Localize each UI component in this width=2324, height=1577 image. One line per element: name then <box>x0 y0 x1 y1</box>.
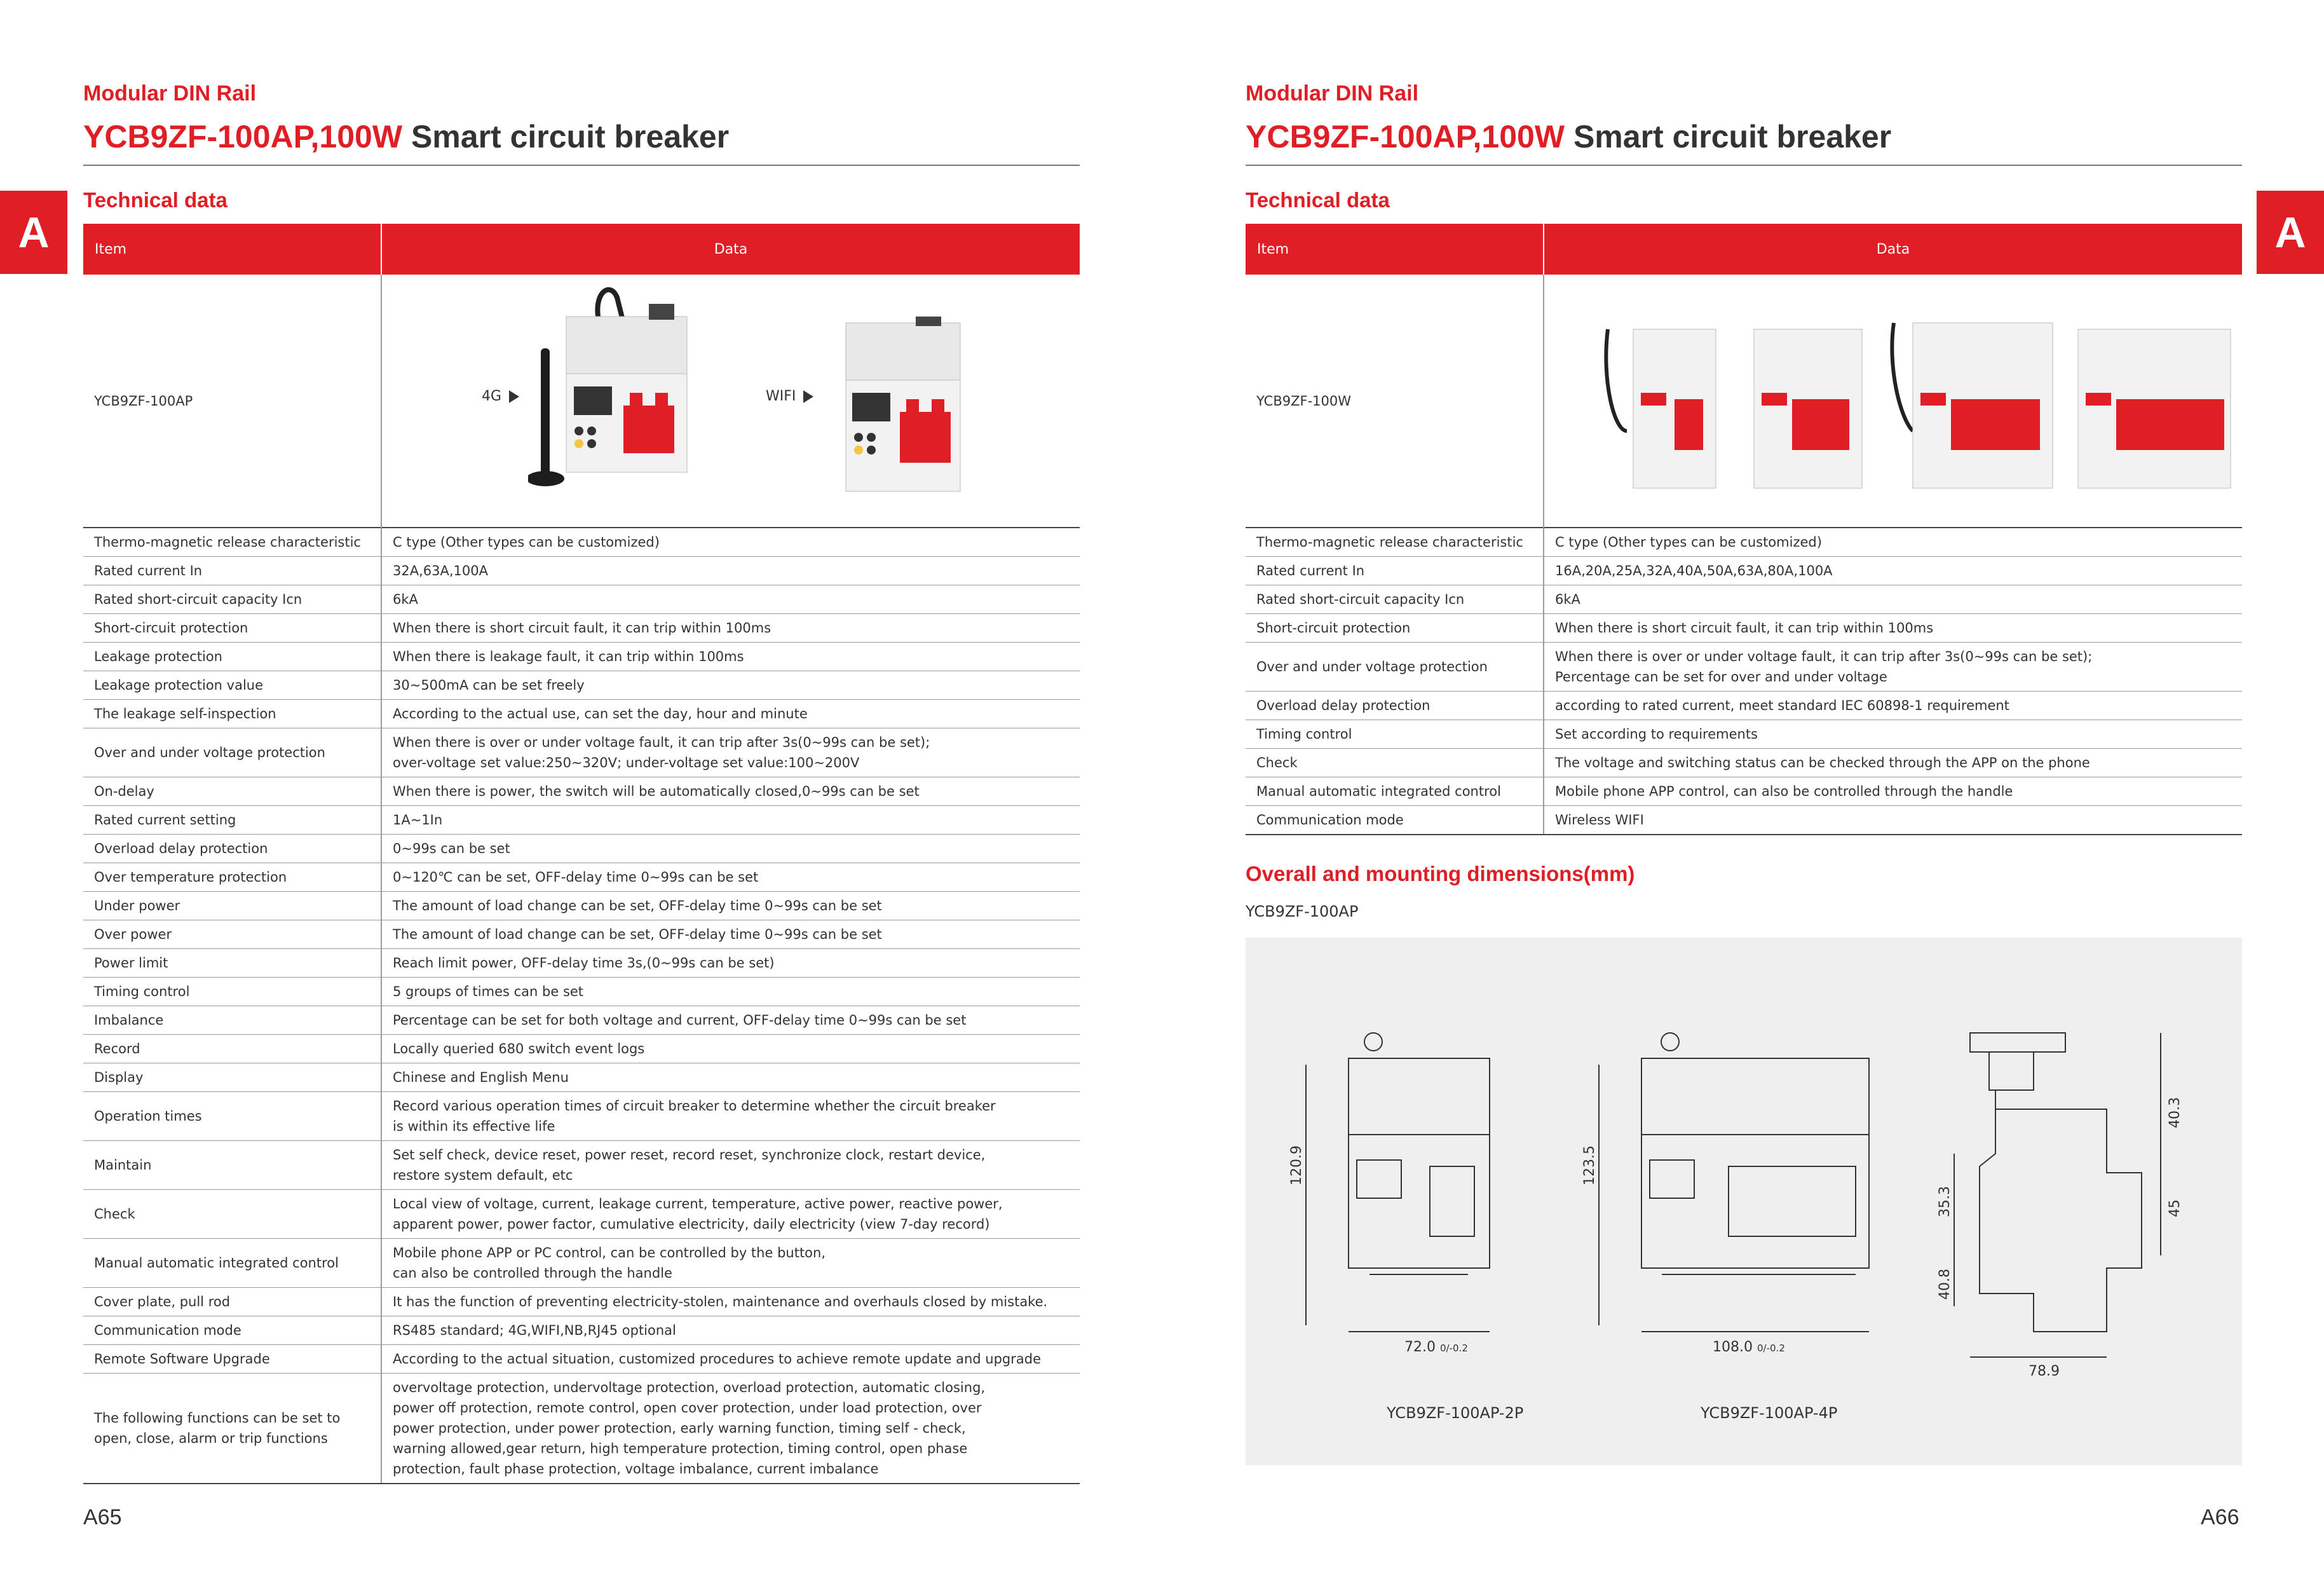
breaker-wifi-illustration <box>827 317 973 507</box>
table-row <box>1246 528 2242 557</box>
row-item: On-delay <box>83 777 381 806</box>
row-data <box>1544 806 2242 835</box>
row-data <box>1544 777 2242 806</box>
row-data-line: Set self check, device reset, power reset, record reset, synchronize clock, restart device, <box>393 1147 986 1163</box>
drawing-2p <box>1306 1033 1490 1332</box>
row-data-line: It has the function of preventing electricity-stolen, maintenance and overhauls closed by mistake. <box>393 1294 1048 1309</box>
row-data-line: 6kA <box>1555 592 1580 607</box>
row-item: Short-circuit protection <box>1246 614 1544 643</box>
row-item: Cover plate, pull rod <box>83 1288 381 1316</box>
row-item: Over temperature protection <box>83 863 381 892</box>
caption-4p: YCB9ZF-100AP-4P <box>1701 1404 1838 1422</box>
table-row <box>1246 614 2242 643</box>
row-data-line: C type (Other types can be customized) <box>1555 535 1822 550</box>
row-data <box>381 643 1080 671</box>
table-row <box>1246 557 2242 585</box>
row-data-line: Local view of voltage, current, leakage current, temperature, active power, reactive power, <box>393 1196 1003 1212</box>
table-row <box>83 585 1080 614</box>
row-item: Rated short-circuit capacity Icn <box>1246 585 1544 614</box>
table-row <box>83 1345 1080 1374</box>
row-item: The following functions can be set to open, close, alarm or trip functions <box>83 1374 381 1484</box>
chapter-tab: A <box>0 191 67 274</box>
row-item: Manual automatic integrated control <box>1246 777 1544 806</box>
row-data-line: power protection, under power protection, early warning function, timing self - check, <box>393 1421 966 1436</box>
row-data-line: When there is leakage fault, it can trip within 100ms <box>393 649 744 664</box>
table-row <box>83 614 1080 643</box>
row-data <box>381 949 1080 978</box>
row-data-line: When there is power, the switch will be automatically closed,0~99s can be set <box>393 784 920 799</box>
row-data-line: Set according to requirements <box>1555 727 1758 742</box>
row-item: Overload delay protection <box>83 835 381 863</box>
header-item: Item <box>83 224 381 275</box>
row-data <box>381 1092 1080 1141</box>
row-data <box>381 806 1080 835</box>
row-item: Over and under voltage protection <box>1246 643 1544 692</box>
row-data <box>381 1190 1080 1239</box>
row-item: Manual automatic integrated control <box>83 1239 381 1288</box>
breaker-4g-illustration <box>528 278 706 495</box>
image-row <box>83 275 1080 528</box>
drawing-side <box>1954 1033 2161 1357</box>
row-data-line: Mobile phone APP or PC control, can be controlled by the button, <box>393 1245 826 1260</box>
row-data <box>1544 614 2242 643</box>
table-row <box>1246 749 2242 777</box>
series-label: Modular DIN Rail <box>1246 81 1419 106</box>
row-data-line: 30~500mA can be set freely <box>393 678 585 693</box>
row-data-line: Chinese and English Menu <box>393 1070 569 1085</box>
row-data-line: Locally queried 680 switch event logs <box>393 1041 645 1056</box>
dim-2p-width: 72.0 0/-0.2 <box>1404 1339 1468 1355</box>
row-data-line: When there is over or under voltage fault, it can trip after 3s(0~99s can be set); <box>393 735 930 750</box>
row-data-line: The voltage and switching status can be checked through the APP on the phone <box>1555 755 2090 770</box>
table-row <box>1246 720 2242 749</box>
row-data-line: according to rated current, meet standard IEC 60898-1 requirement <box>1555 698 2009 713</box>
row-data <box>381 585 1080 614</box>
row-data-line: Mobile phone APP control, can also be controlled through the handle <box>1555 784 2013 799</box>
row-data-line: power off protection, remote control, open cover protection, under load protection, over <box>393 1400 982 1416</box>
row-data <box>381 1141 1080 1190</box>
row-data <box>381 700 1080 728</box>
row-data <box>381 835 1080 863</box>
row-data-line: 6kA <box>393 592 418 607</box>
breaker-2p <box>1754 329 1862 488</box>
title-divider <box>83 165 1080 166</box>
table-row <box>83 806 1080 835</box>
page-title <box>83 118 729 155</box>
table-row <box>83 700 1080 728</box>
row-data-line: overvoltage protection, undervoltage protection, overload protection, automatic closing, <box>393 1380 986 1395</box>
row-data <box>381 614 1080 643</box>
row-item: Communication mode <box>83 1316 381 1345</box>
caption-2p: YCB9ZF-100AP-2P <box>1387 1404 1524 1422</box>
table-row <box>83 1006 1080 1035</box>
row-data <box>1544 528 2242 557</box>
row-data-line: According to the actual use, can set the day, hour and minute <box>393 706 808 721</box>
row-item: Over and under voltage protection <box>83 728 381 777</box>
row-item: Thermo-magnetic release characteristic <box>83 528 381 557</box>
row-item: Power limit <box>83 949 381 978</box>
row-data-line: protection, fault phase protection, voltage imbalance, current imbalance <box>393 1461 879 1477</box>
row-data <box>381 920 1080 949</box>
row-item: Rated current In <box>83 557 381 585</box>
row-data-line: The amount of load change can be set, OFF-delay time 0~99s can be set <box>393 927 882 942</box>
row-data-line: When there is over or under voltage fault, it can trip after 3s(0~99s can be set); <box>1555 649 2093 664</box>
row-item: Check <box>1246 749 1544 777</box>
row-item: Under power <box>83 892 381 920</box>
row-data-line: According to the actual situation, customized procedures to achieve remote update and upgrade <box>393 1351 1042 1367</box>
dim-4p-width: 108.0 0/-0.2 <box>1713 1339 1785 1355</box>
technical-data-table <box>1246 224 2242 835</box>
row-item: Remote Software Upgrade <box>83 1345 381 1374</box>
product-images <box>381 275 1080 528</box>
row-data-line: C type (Other types can be customized) <box>393 535 660 550</box>
title-model: YCB9ZF-100AP,100W <box>83 119 403 154</box>
header-item: Item <box>1246 224 1544 275</box>
table-row <box>83 1374 1080 1484</box>
dimensions-heading: Overall and mounting dimensions(mm) <box>1246 862 1635 885</box>
dim-side-width: 78.9 <box>2028 1363 2060 1379</box>
chapter-tab: A <box>2257 191 2324 274</box>
title-rest: Smart circuit breaker <box>1565 119 1892 154</box>
row-item: Check <box>83 1190 381 1239</box>
table-row <box>83 777 1080 806</box>
row-item: The leakage self-inspection <box>83 700 381 728</box>
dimension-drawings <box>1246 938 2242 1465</box>
row-data <box>381 528 1080 557</box>
row-data <box>1544 643 2242 692</box>
row-data <box>1544 557 2242 585</box>
table-row <box>83 1035 1080 1063</box>
row-data-line: 32A,63A,100A <box>393 563 488 578</box>
row-data <box>381 1006 1080 1035</box>
row-data-line: warning allowed,gear return, high temperature protection, timing control, open phase <box>393 1441 968 1456</box>
row-data <box>381 1288 1080 1316</box>
table-row <box>83 920 1080 949</box>
row-data-line: 1A~1In <box>393 812 443 828</box>
row-item: Overload delay protection <box>1246 692 1544 720</box>
header-data: Data <box>381 224 1080 275</box>
row-data <box>381 557 1080 585</box>
table-row <box>83 528 1080 557</box>
label-wifi: WIFI <box>766 386 813 407</box>
row-item: Thermo-magnetic release characteristic <box>1246 528 1544 557</box>
dim-side-right: 45 <box>2167 1199 2183 1217</box>
row-data <box>381 1345 1080 1374</box>
page-number: A66 <box>2201 1505 2239 1529</box>
section-heading: Technical data <box>83 188 228 212</box>
dim-side-bottom: 40.8 <box>1937 1269 1953 1300</box>
breaker-3p <box>1892 323 2053 488</box>
row-data <box>381 671 1080 700</box>
row-data <box>381 1374 1080 1484</box>
image-row <box>1246 275 2242 528</box>
row-data-line: 16A,20A,25A,32A,40A,50A,63A,80A,100A <box>1555 563 1833 578</box>
table-row <box>83 1092 1080 1141</box>
row-data <box>1544 585 2242 614</box>
row-data-line: Wireless WIFI <box>1555 812 1644 828</box>
table-row <box>83 835 1080 863</box>
table-row <box>83 1239 1080 1288</box>
dimension-drawing-panel <box>1246 938 2242 1465</box>
table-header <box>83 224 1080 275</box>
row-item: Imbalance <box>83 1006 381 1035</box>
table-row <box>83 643 1080 671</box>
table-row <box>83 863 1080 892</box>
row-item: Operation times <box>83 1092 381 1141</box>
row-item: Communication mode <box>1246 806 1544 835</box>
dim-4p-height: 123.5 <box>1582 1145 1598 1185</box>
row-data-line: RS485 standard; 4G,WIFI,NB,RJ45 optional <box>393 1323 676 1338</box>
dim-side-mid: 35.3 <box>1937 1186 1953 1217</box>
row-data-line: Record various operation times of circuit breaker to determine whether the circuit breaker <box>393 1098 996 1114</box>
row-item: Short-circuit protection <box>83 614 381 643</box>
table-row <box>83 1288 1080 1316</box>
table-row <box>1246 643 2242 692</box>
row-data-line: Percentage can be set for over and under voltage <box>1555 669 1887 685</box>
row-data-line: Reach limit power, OFF-delay time 3s,(0~99s can be set) <box>393 955 775 971</box>
breaker-family-illustration <box>1601 304 2237 507</box>
section-heading: Technical data <box>1246 188 1390 212</box>
arrow-right-icon <box>803 390 813 403</box>
table-row <box>1246 806 2242 835</box>
row-data-line: When there is short circuit fault, it can trip within 100ms <box>393 620 771 636</box>
table-row <box>83 892 1080 920</box>
row-data-line: The amount of load change can be set, OFF-delay time 0~99s can be set <box>393 898 882 913</box>
table-row <box>1246 777 2242 806</box>
row-data-line: restore system default, etc <box>393 1168 573 1183</box>
row-item: Rated current In <box>1246 557 1544 585</box>
row-item: Leakage protection value <box>83 671 381 700</box>
title-rest: Smart circuit breaker <box>402 119 730 154</box>
row-data-line: is within its effective life <box>393 1119 555 1134</box>
image-row-label: YCB9ZF-100AP <box>83 275 381 528</box>
dimensions-model: YCB9ZF-100AP <box>1246 903 1359 920</box>
row-data-line: Percentage can be set for both voltage and current, OFF-delay time 0~99s can be set <box>393 1013 967 1028</box>
row-data-line: can also be controlled through the handle <box>393 1266 672 1281</box>
row-data-line: 5 groups of times can be set <box>393 984 584 999</box>
row-data <box>381 777 1080 806</box>
drawing-4p <box>1599 1033 1869 1332</box>
page-a66 <box>1162 0 2324 1577</box>
dim-2p-height: 120.9 <box>1289 1145 1305 1185</box>
table-row <box>83 1063 1080 1092</box>
row-data <box>381 978 1080 1006</box>
page-number: A65 <box>83 1505 122 1529</box>
row-item: Maintain <box>83 1141 381 1190</box>
row-data-line: over-voltage set value:250~320V; under-voltage set value:100~200V <box>393 755 860 770</box>
table-row <box>1246 585 2242 614</box>
title-model: YCB9ZF-100AP,100W <box>1246 119 1565 154</box>
table-row <box>83 1190 1080 1239</box>
row-data <box>381 1035 1080 1063</box>
row-item: Over power <box>83 920 381 949</box>
page-title <box>1246 118 1891 155</box>
row-data <box>381 863 1080 892</box>
technical-data-table <box>83 224 1080 1484</box>
breaker-1p <box>1606 329 1716 488</box>
table-row <box>83 949 1080 978</box>
table-row <box>83 728 1080 777</box>
row-data <box>381 728 1080 777</box>
header-data: Data <box>1544 224 2242 275</box>
product-images <box>1544 275 2242 528</box>
breaker-4p <box>2078 329 2231 488</box>
row-data <box>1544 749 2242 777</box>
row-data <box>1544 720 2242 749</box>
row-data <box>381 1239 1080 1288</box>
arrow-right-icon <box>509 390 519 403</box>
row-data-line: 0~99s can be set <box>393 841 510 856</box>
row-data <box>381 1063 1080 1092</box>
title-divider <box>1246 165 2242 166</box>
row-data <box>1544 692 2242 720</box>
table-header <box>1246 224 2242 275</box>
dim-side-top: 40.3 <box>2167 1097 2183 1128</box>
row-item: Timing control <box>83 978 381 1006</box>
label-4g: 4G <box>482 386 519 407</box>
row-item: Timing control <box>1246 720 1544 749</box>
table-row <box>83 557 1080 585</box>
series-label: Modular DIN Rail <box>83 81 257 106</box>
row-item: Rated current setting <box>83 806 381 835</box>
row-data <box>381 892 1080 920</box>
row-item: Leakage protection <box>83 643 381 671</box>
row-item: Display <box>83 1063 381 1092</box>
table-row <box>83 1316 1080 1345</box>
image-row-label: YCB9ZF-100W <box>1246 275 1544 528</box>
table-row <box>83 671 1080 700</box>
row-data-line: When there is short circuit fault, it can trip within 100ms <box>1555 620 1934 636</box>
row-data-line: 0~120℃ can be set, OFF-delay time 0~99s can be set <box>393 870 759 885</box>
row-data-line: apparent power, power factor, cumulative electricity, daily electricity (view 7-day record) <box>393 1217 990 1232</box>
table-row <box>1246 692 2242 720</box>
table-row <box>83 1141 1080 1190</box>
row-item: Record <box>83 1035 381 1063</box>
row-item: Rated short-circuit capacity Icn <box>83 585 381 614</box>
row-data <box>381 1316 1080 1345</box>
table-row <box>83 978 1080 1006</box>
